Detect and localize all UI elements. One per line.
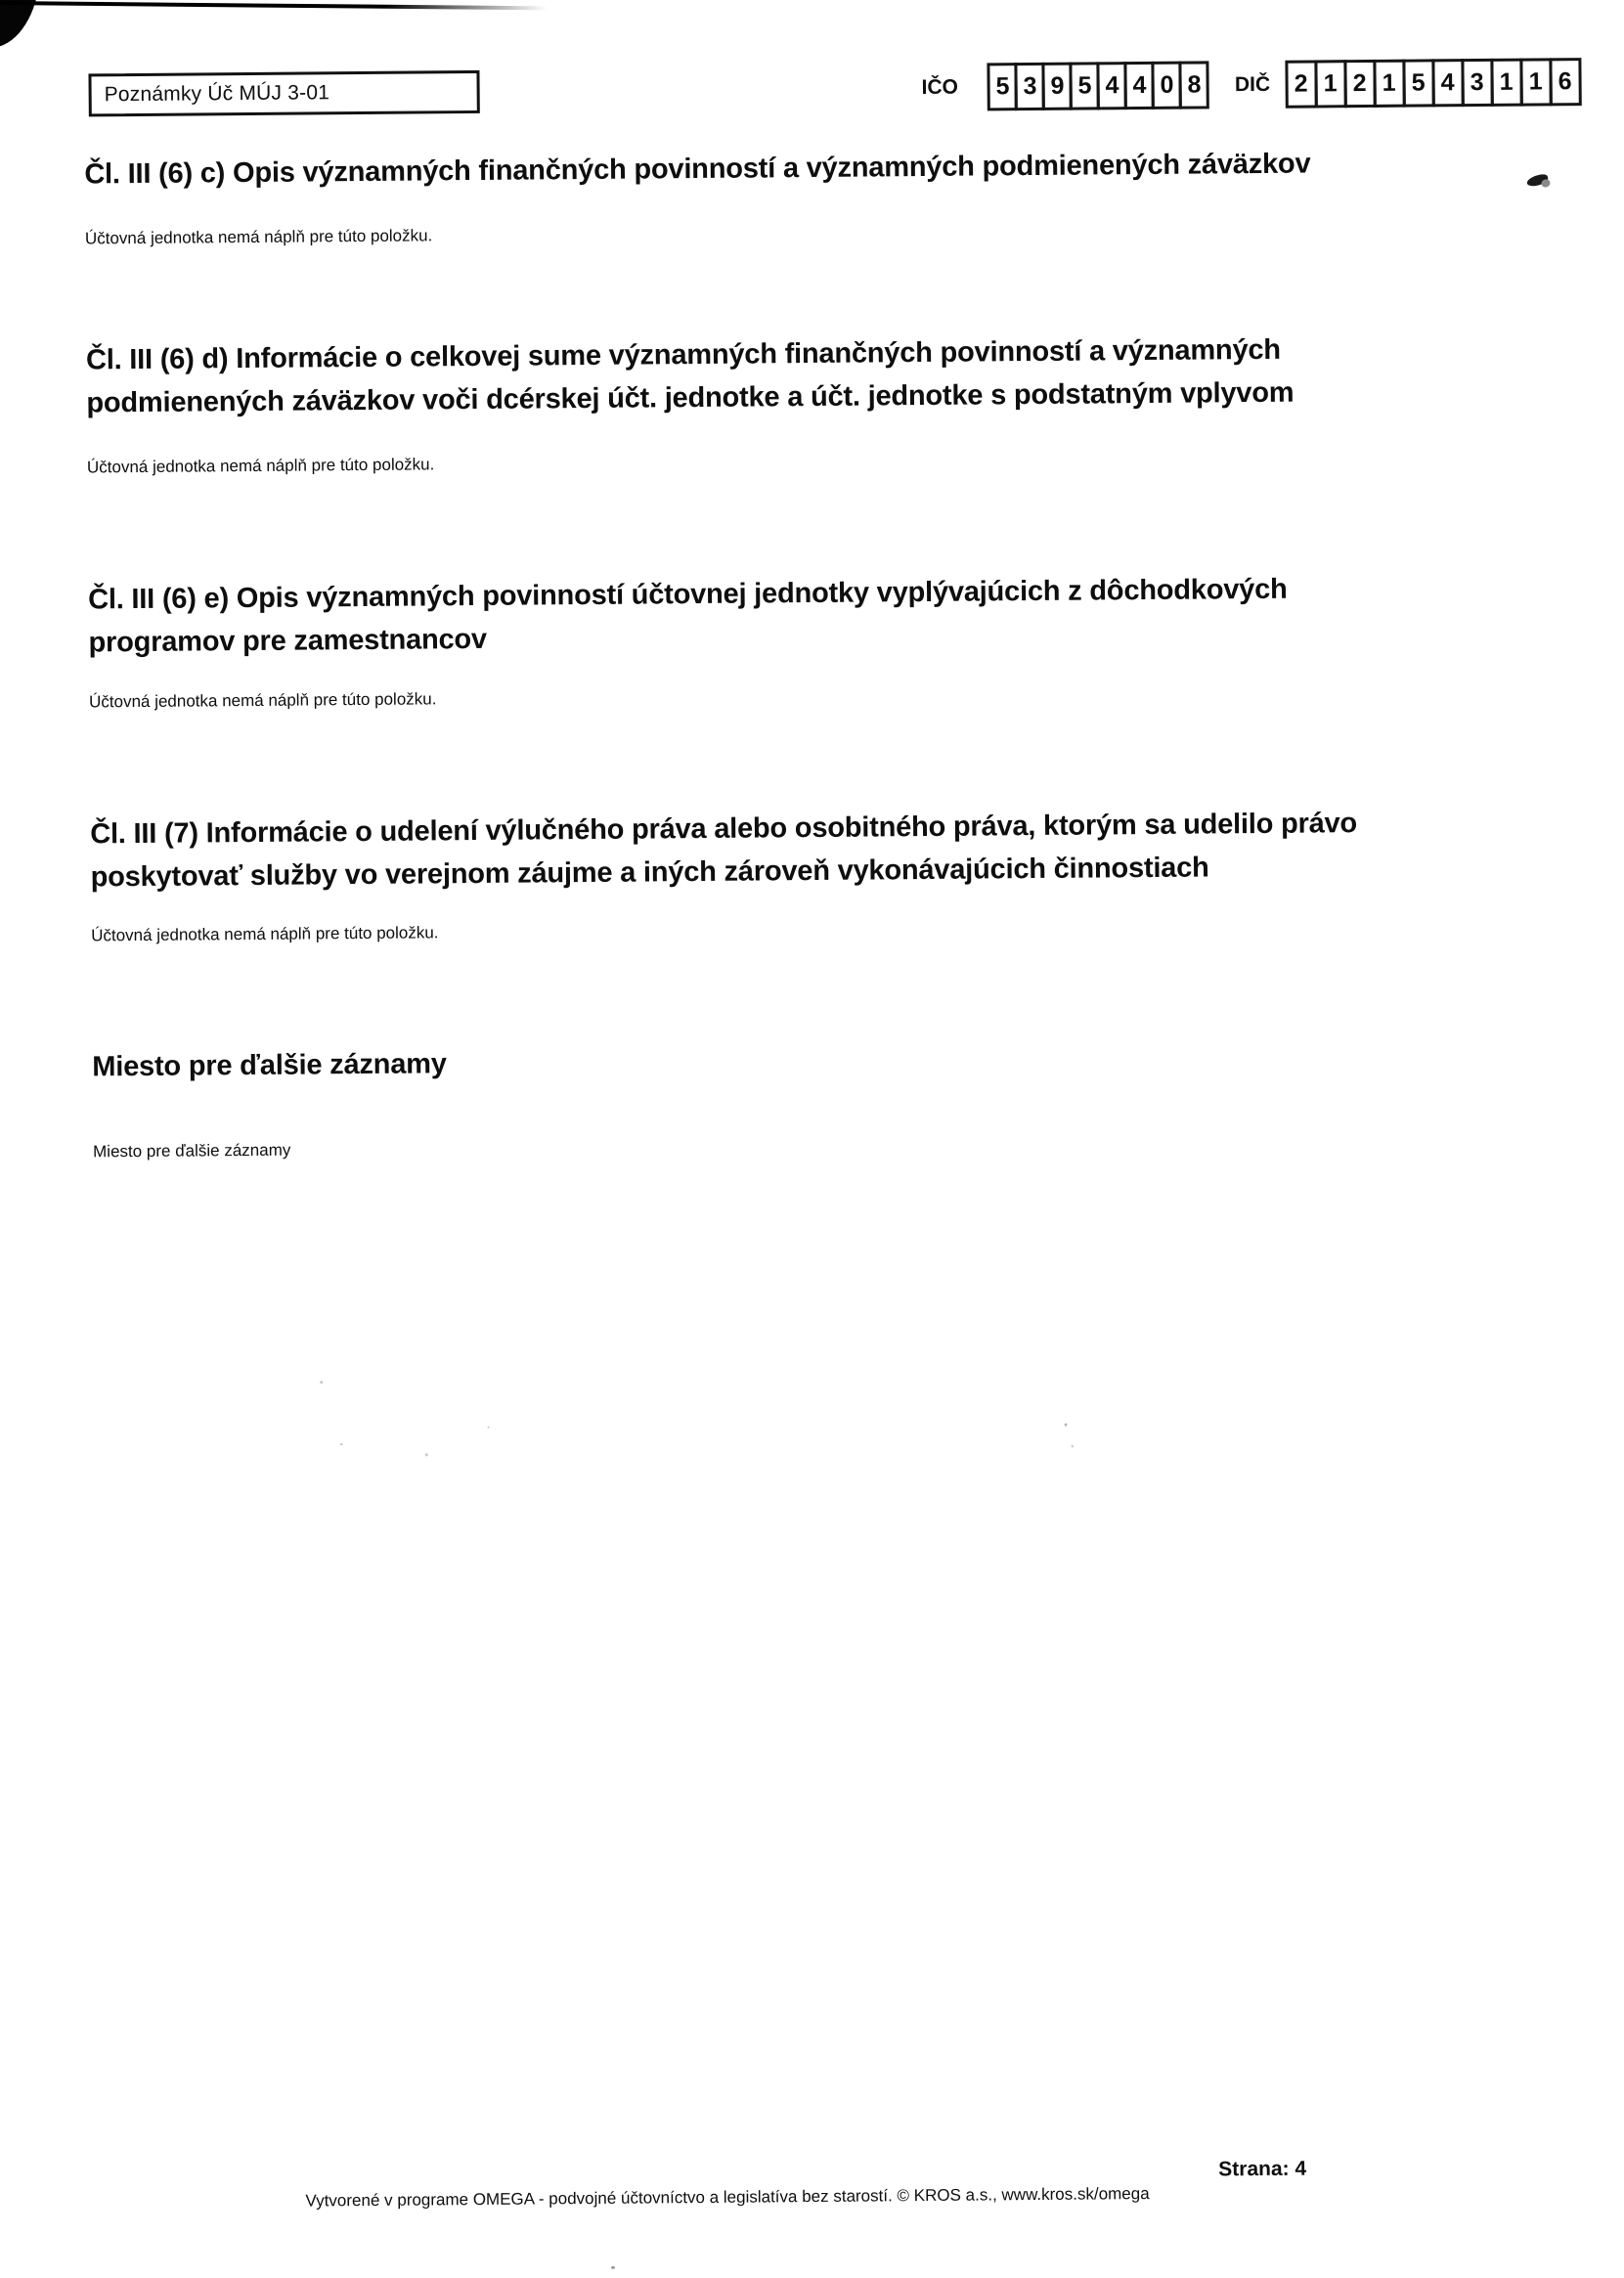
heading-line: Čl. III (6) c) Opis významných finančných povinností a významných podmienených záväzkov (84, 148, 1311, 191)
ink-blob-artifact (1526, 173, 1550, 188)
additional-records-body: Miesto pre ďalšie záznamy (93, 1140, 291, 1161)
ico-digit-boxes (988, 61, 1209, 110)
ico-digit-cell: 4 (1097, 62, 1127, 110)
dic-digit-cell: 2 (1343, 60, 1376, 108)
dic-digit-boxes (1285, 58, 1581, 109)
scan-speck (340, 1443, 343, 1445)
scan-speck (320, 1380, 323, 1383)
ico-digit-cell: 9 (1042, 63, 1073, 110)
heading-line: poskytovať služby vo verejnom záujme a iných zároveň vykonávajúcich činnostiach (90, 852, 1209, 894)
ico-label: IČO (921, 75, 959, 99)
ico-digit-cell: 3 (1015, 63, 1045, 110)
dic-digit-cell: 1 (1373, 60, 1405, 108)
dic-digit-cell: 1 (1519, 58, 1552, 106)
dic-digit-cell: 4 (1431, 59, 1464, 107)
heading-line: programov pre zamestnancov (88, 623, 488, 659)
heading-line: podmienených záväzkov voči dcérskej účt. jednotke a účt. jednotke s podstatným vplyvom (86, 376, 1295, 419)
scan-speck (1072, 1445, 1074, 1448)
ico-digit-cell: 0 (1152, 62, 1182, 110)
dic-label: DIČ (1234, 72, 1271, 96)
page-number: Strana: 4 (1218, 2157, 1307, 2181)
scan-speck (611, 2266, 615, 2269)
additional-records-heading: Miesto pre ďalšie záznamy (92, 1048, 447, 1083)
section-body-cl-III-7: Účtovná jednotka nemá náplň pre túto položku. (91, 923, 439, 945)
section-body-cl-III-6-e: Účtovná jednotka nemá náplň pre túto položku. (88, 689, 437, 712)
section-heading-cl-III-6-d (86, 329, 1295, 425)
ico-digit-cell: 8 (1179, 61, 1209, 109)
dic-digit-cell: 2 (1285, 60, 1317, 108)
ico-digit-cell: 5 (1070, 62, 1100, 110)
dic-digit-cell: 1 (1314, 60, 1346, 108)
dic-digit-cell: 6 (1549, 58, 1581, 106)
form-id-box (88, 70, 479, 116)
dic-digit-cell: 1 (1490, 59, 1522, 107)
heading-line: Čl. III (6) d) Informácie o celkovej sume významných finančných povinností a významných (85, 333, 1282, 376)
ico-digit-cell: 4 (1124, 62, 1155, 110)
ico-dic-row (921, 58, 1581, 111)
scan-speck (425, 1453, 428, 1456)
section-body-cl-III-6-d: Účtovná jednotka nemá náplň pre túto položku. (86, 455, 435, 477)
section-heading-cl-III-6-c (84, 143, 1310, 197)
scan-speck (1065, 1424, 1068, 1426)
section-heading-cl-III-6-e (88, 568, 1288, 665)
dic-digit-cell: 3 (1461, 59, 1493, 107)
footer-credit: Vytvorené v programe OMEGA - podvojné účtovníctvo a legislatíva bez starostí. © KROS a.s., www.kros.sk/omega (305, 2184, 1150, 2211)
section-heading-cl-III-7 (90, 802, 1358, 898)
scan-speck (488, 1426, 490, 1428)
ico-digit-cell: 5 (988, 63, 1018, 110)
dic-digit-cell: 5 (1402, 59, 1434, 107)
section-body-cl-III-6-c: Účtovná jednotka nemá náplň pre túto položku. (84, 226, 433, 248)
heading-line: Čl. III (6) e) Opis významných povinností účtovnej jednotky vyplývajúcich z dôchodkových (88, 573, 1288, 616)
heading-line: Čl. III (7) Informácie o udelení výlučného práva alebo osobitného práva, ktorým sa udelilo právo (90, 808, 1358, 851)
form-id-label: Poznámky Úč MÚJ 3-01 (104, 81, 330, 107)
